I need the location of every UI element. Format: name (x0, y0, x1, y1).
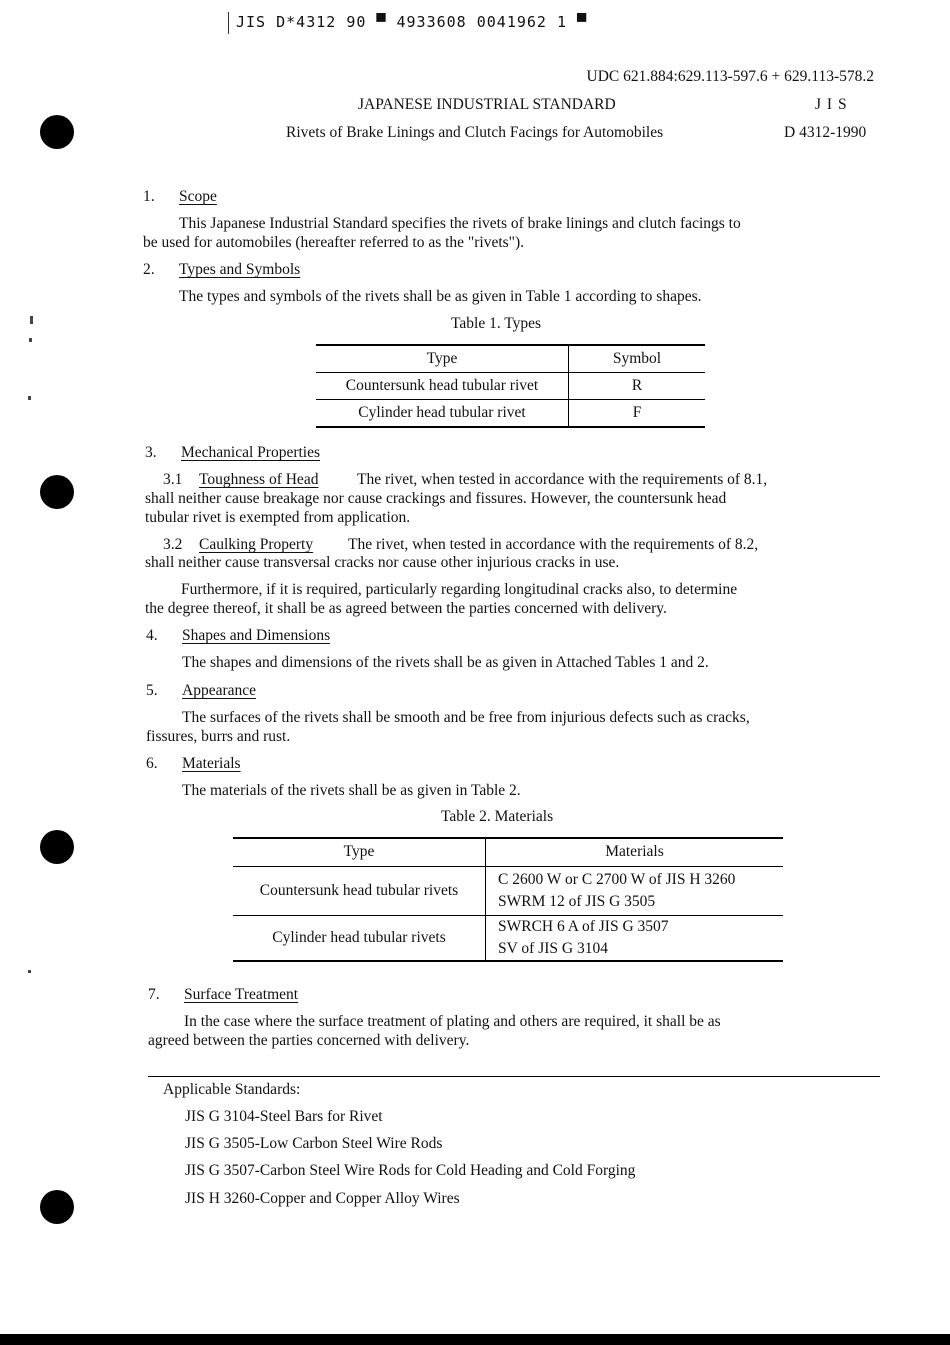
punch-hole (40, 115, 74, 149)
material-line: SWRCH 6 A of JIS G 3507 (498, 917, 669, 935)
table-cell (486, 915, 784, 961)
subsection-heading: Caulking Property (199, 536, 314, 553)
table-header-row (316, 345, 705, 373)
subsection-number: 3.1 (163, 471, 183, 488)
table-header: Symbol (569, 345, 706, 373)
list-item: JIS G 3104-Steel Bars for Rivet (185, 1108, 383, 1125)
section-heading-scope: Scope (179, 188, 217, 205)
list-item: JIS H 3260-Copper and Copper Alloy Wires (185, 1190, 460, 1207)
table-header: Materials (486, 838, 784, 866)
material-line: SV of JIS G 3104 (498, 939, 608, 957)
scan-speck (28, 970, 31, 973)
section-heading-materials: Materials (182, 755, 241, 772)
table-row (316, 373, 705, 400)
table-types (316, 344, 705, 428)
scope-text-line: be used for automobiles (hereafter referred to as the "rivets"). (143, 234, 525, 251)
punch-hole (40, 475, 74, 509)
section-heading-surface: Surface Treatment (184, 986, 299, 1003)
udc-code: UDC 621.884:629.113-597.6 + 629.113-578.2 (586, 68, 874, 85)
table-cell: Countersunk head tubular rivets (233, 866, 486, 915)
jis-mark: J I S (815, 96, 848, 113)
table-cell: Cylinder head tubular rivet (316, 400, 569, 428)
document-number: D 4312-1990 (784, 124, 867, 141)
table-materials (233, 837, 783, 962)
appearance-text-line: The surfaces of the rivets shall be smooth and be free from injurious defects such as cracks, (182, 709, 750, 726)
table-row (316, 400, 705, 428)
table-cell: R (569, 373, 706, 400)
standard-title: JAPANESE INDUSTRIAL STANDARD (358, 96, 616, 113)
material-line: SWRM 12 of JIS G 3505 (498, 892, 656, 910)
section-number: 6. (146, 755, 158, 772)
table-header-row (233, 838, 783, 866)
list-item: JIS G 3505-Low Carbon Steel Wire Rods (185, 1135, 443, 1152)
types-text: The types and symbols of the rivets shall be as given in Table 1 according to shapes. (179, 288, 702, 305)
section-heading-appearance: Appearance (182, 682, 257, 699)
scan-speck (29, 338, 32, 342)
section-heading-mechanical: Mechanical Properties (181, 444, 321, 461)
material-line: C 2600 W or C 2700 W of JIS H 3260 (498, 870, 736, 888)
table1-caption: Table 1. Types (451, 315, 542, 332)
header-margin-line (228, 12, 229, 34)
mechanical-text-line: tubular rivet is exempted from application. (145, 509, 411, 526)
mechanical-text-line: The rivet, when tested in accordance with the requirements of 8.1, (357, 471, 768, 488)
section-heading-types: Types and Symbols (179, 261, 301, 278)
section-number: 3. (145, 444, 157, 461)
table-header: Type (316, 345, 569, 373)
table2-caption: Table 2. Materials (441, 808, 554, 825)
punch-hole (40, 1190, 74, 1224)
appearance-text-line: fissures, burrs and rust. (146, 728, 291, 745)
scan-speck (30, 316, 33, 324)
table-cell (486, 866, 784, 915)
scan-speck (28, 396, 31, 400)
table-row (233, 866, 783, 915)
header-code: JIS D*4312 90 ▀ 4933608 0041962 1 ▀ (236, 13, 588, 31)
surface-text-line: In the case where the surface treatment of plating and others are required, it shall be as (184, 1013, 721, 1030)
table-cell: Countersunk head tubular rivet (316, 373, 569, 400)
mechanical-text-line: the degree thereof, it shall be as agreed between the parties concerned with delivery. (145, 600, 667, 617)
mechanical-text-line: shall neither cause breakage nor cause crackings and fissures. However, the countersunk head (145, 490, 727, 507)
scan-edge-bar (0, 1334, 950, 1345)
punch-hole (40, 830, 74, 864)
materials-text: The materials of the rivets shall be as given in Table 2. (182, 782, 521, 799)
section-heading-shapes: Shapes and Dimensions (182, 627, 331, 644)
section-number: 7. (148, 986, 160, 1003)
document-title: Rivets of Brake Linings and Clutch Facings for Automobiles (286, 124, 664, 141)
applicable-standards-title: Applicable Standards: (163, 1081, 301, 1098)
table-header: Type (233, 838, 486, 866)
table-row (233, 915, 783, 961)
list-item: JIS G 3507-Carbon Steel Wire Rods for Cold Heading and Cold Forging (185, 1162, 636, 1179)
section-number: 4. (146, 627, 158, 644)
table-cell: Cylinder head tubular rivets (233, 915, 486, 961)
section-number: 1. (143, 188, 155, 205)
shapes-text: The shapes and dimensions of the rivets shall be as given in Attached Tables 1 and 2. (182, 654, 709, 671)
section-number: 2. (143, 261, 155, 278)
table-cell: F (569, 400, 706, 428)
divider (148, 1076, 880, 1077)
subsection-number: 3.2 (163, 536, 183, 553)
mechanical-text-line: The rivet, when tested in accordance with the requirements of 8.2, (348, 536, 759, 553)
mechanical-text-line: Furthermore, if it is required, particularly regarding longitudinal cracks also, to determine (181, 581, 738, 598)
section-number: 5. (146, 682, 158, 699)
subsection-heading: Toughness of Head (199, 471, 319, 488)
mechanical-text-line: shall neither cause transversal cracks nor cause other injurious cracks in use. (145, 554, 620, 571)
surface-text-line: agreed between the parties concerned with delivery. (148, 1032, 470, 1049)
scope-text-line: This Japanese Industrial Standard specifies the rivets of brake linings and clutch facings to (179, 215, 741, 232)
